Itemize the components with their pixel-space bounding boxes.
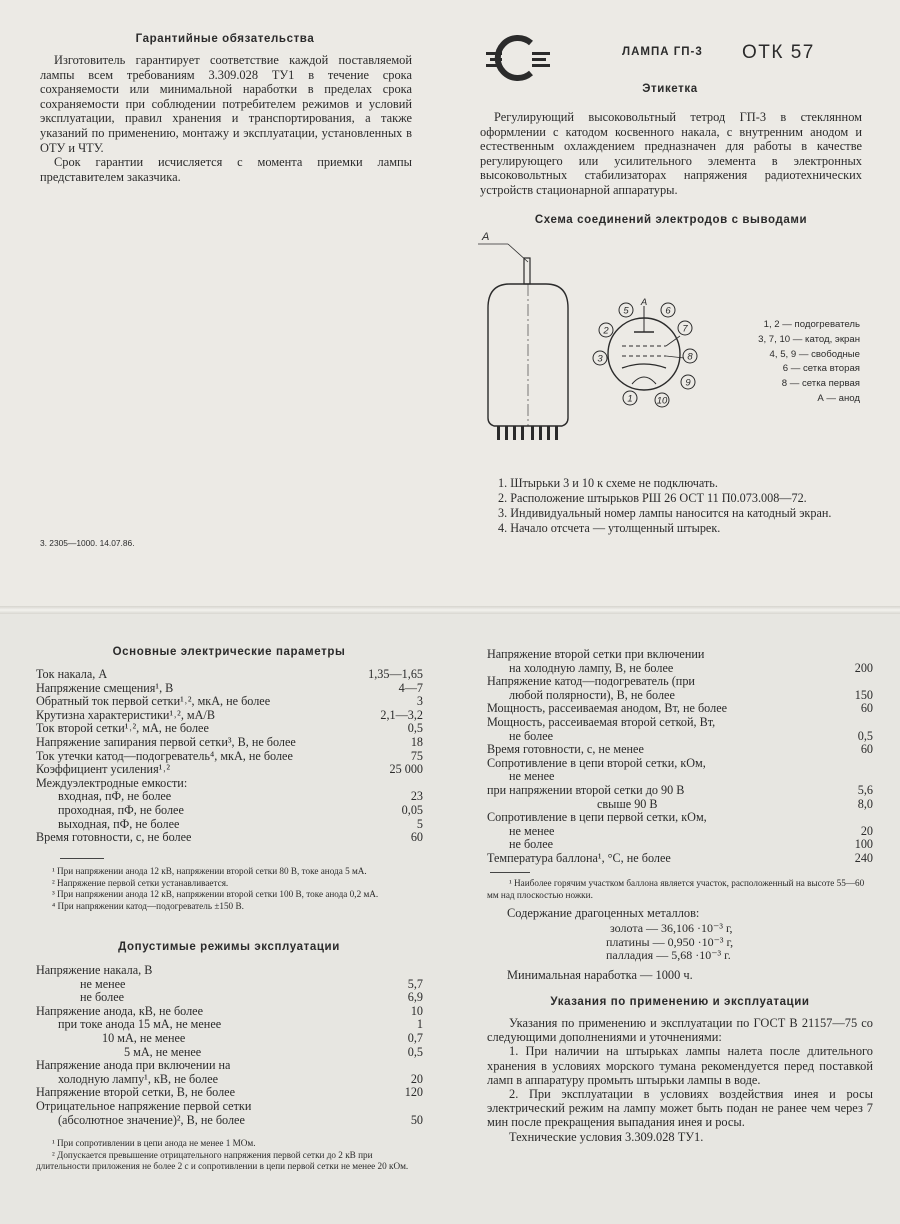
param-value: 25 000 bbox=[389, 762, 423, 777]
param-value: 1 bbox=[416, 1017, 423, 1032]
warranty-title: Гарантийные обязательства bbox=[135, 33, 315, 45]
param-row bbox=[36, 978, 423, 992]
param-row bbox=[36, 709, 423, 723]
param-value: 120 bbox=[404, 1085, 423, 1100]
param-label: проходная, пФ, не более bbox=[58, 803, 184, 817]
param-row bbox=[36, 682, 423, 696]
electrical-footnotes bbox=[36, 866, 423, 912]
pin-10-label: 10 bbox=[656, 395, 668, 407]
pin-1-label: 1 bbox=[627, 393, 633, 405]
pin-legend bbox=[700, 318, 860, 407]
footnote: ⁴ При напряжении катод—подогреватель ±150 В. bbox=[52, 900, 244, 911]
scheme-notes bbox=[478, 476, 864, 536]
param-value: 18 bbox=[410, 734, 423, 749]
param-row bbox=[487, 838, 873, 852]
metal-gold: золота — 36,106 ·10⁻³ г, bbox=[610, 921, 733, 935]
param-value: 1,35—1,65 bbox=[368, 667, 423, 681]
param-value: 20 bbox=[410, 1071, 423, 1086]
pin-3-label: 3 bbox=[597, 353, 603, 365]
param-row bbox=[36, 1018, 423, 1032]
param-row bbox=[36, 1086, 423, 1100]
param-value bbox=[867, 811, 873, 825]
param-row bbox=[487, 798, 873, 812]
param-label: Температура баллона¹, °С, не более bbox=[487, 851, 671, 865]
factory-logo-icon bbox=[484, 30, 554, 86]
right-params bbox=[487, 648, 873, 866]
param-value bbox=[867, 648, 873, 662]
param-label: Напряжение накала, В bbox=[36, 964, 153, 977]
param-row bbox=[36, 790, 423, 804]
tech-conditions: Технические условия 3.309.028 ТУ1. bbox=[509, 1129, 704, 1144]
electrical-title: Основные электрические параметры bbox=[112, 646, 346, 658]
param-row bbox=[36, 777, 423, 791]
param-row bbox=[487, 675, 873, 689]
param-value: 5,6 bbox=[857, 782, 873, 797]
param-value: 5 bbox=[416, 816, 423, 831]
param-label: не более bbox=[80, 991, 125, 1005]
param-row bbox=[36, 668, 423, 682]
param-value: 3 bbox=[416, 694, 423, 709]
param-label: Время готовности, с, не менее bbox=[487, 743, 644, 757]
param-value bbox=[867, 716, 873, 730]
param-label: свыше 90 В bbox=[597, 797, 658, 811]
param-row bbox=[36, 1032, 423, 1046]
temperature-footnote: ¹ Наиболее горячим участком баллона является участок, расположенный на высоте 55—60 мм над плоскостью ножки. bbox=[487, 878, 865, 900]
param-value: 75 bbox=[410, 748, 423, 763]
metal-palladium: палладия — 5,68 ·10⁻³ г. bbox=[606, 948, 731, 962]
param-label: Сопротивление в цепи первой сетки, кОм, bbox=[487, 811, 707, 825]
param-value: 2,1—3,2 bbox=[380, 707, 423, 722]
param-row bbox=[487, 648, 873, 662]
pin-7-label: 7 bbox=[682, 323, 688, 335]
param-value bbox=[417, 1100, 423, 1114]
min-lifetime: Минимальная наработка — 1000 ч. bbox=[507, 968, 693, 982]
param-value: 60 bbox=[410, 830, 423, 845]
param-row bbox=[36, 763, 423, 777]
electrical-params bbox=[36, 668, 423, 845]
param-label: Коэффициент усиления¹˒² bbox=[36, 763, 171, 777]
pin-8-label: 8 bbox=[687, 351, 693, 363]
tube-drawing bbox=[470, 228, 600, 458]
param-value: 0,5 bbox=[407, 721, 423, 736]
modes-params bbox=[36, 964, 423, 1127]
pin-anode-label: А bbox=[640, 297, 648, 308]
metal-platinum: платины — 0,950 ·10⁻³ г, bbox=[606, 934, 734, 949]
param-row bbox=[487, 702, 873, 716]
footnote: ¹ При сопротивлении в цепи анода не менее 1 МОм. bbox=[52, 1138, 256, 1148]
param-label: холодную лампу¹, кВ, не более bbox=[58, 1072, 219, 1086]
usage-text bbox=[487, 1016, 873, 1144]
param-label: Ток накала, А bbox=[36, 668, 108, 681]
param-label: Обратный ток первой сетки¹˒², мкА, не более bbox=[36, 695, 271, 709]
param-value bbox=[417, 777, 423, 791]
legend-item: 4, 5, 9 — свободные bbox=[769, 348, 860, 360]
param-label: выходная, пФ, не более bbox=[58, 817, 180, 831]
param-value bbox=[867, 770, 873, 784]
param-label: Отрицательное напряжение первой сетки bbox=[36, 1099, 252, 1113]
param-label: 5 мА, не менее bbox=[124, 1045, 202, 1059]
param-row bbox=[487, 825, 873, 839]
param-label: Крутизна характеристики¹˒², мА/В bbox=[36, 708, 215, 722]
param-value: 6,9 bbox=[407, 990, 423, 1005]
param-row bbox=[36, 1046, 423, 1060]
footnote: ² Допускается превышение отрицательного напряжения первой сетки до 2 кВ при длительности приложения не более 2 с и сопротивлении в цепи первой сетки не менее 20 кОм. bbox=[36, 1149, 409, 1172]
param-label: при напряжении второй сетки до 90 В bbox=[487, 783, 685, 797]
param-row bbox=[36, 818, 423, 832]
param-value: 50 bbox=[410, 1112, 423, 1127]
param-value bbox=[417, 1059, 423, 1073]
param-value: 8,0 bbox=[857, 796, 873, 811]
param-label: любой полярности), В, не более bbox=[509, 688, 675, 702]
legend-item: 3, 7, 10 — катод, экран bbox=[758, 333, 860, 345]
param-label: на холодную лампу, В, не более bbox=[509, 661, 674, 675]
usage-item-1: 1. При наличии на штырьках лампы налета после длительного хранения в условиях морского тумана рекомендуется перед поставкой ламп в аппаратуру промыть штырьки лампы в воде. bbox=[487, 1044, 873, 1087]
param-value: 100 bbox=[854, 837, 873, 852]
legend-item: 8 — сетка первая bbox=[781, 378, 860, 390]
pin-9-label: 9 bbox=[685, 377, 691, 389]
param-label: (абсолютное значение)², В, не более bbox=[58, 1113, 245, 1127]
param-label: входная, пФ, не более bbox=[58, 790, 172, 804]
pin-5-label: 5 bbox=[623, 305, 629, 317]
param-row bbox=[487, 811, 873, 825]
pin-diagram bbox=[588, 296, 700, 414]
param-label: Ток утечки катод—подогреватель⁴, мкА, не более bbox=[36, 749, 293, 763]
pin-2-label: 2 bbox=[603, 325, 609, 337]
param-value: 150 bbox=[854, 687, 873, 702]
param-value: 0,7 bbox=[407, 1030, 423, 1045]
param-row bbox=[36, 831, 423, 845]
param-row bbox=[487, 743, 873, 757]
param-label: Напряжение второй сетки при включении bbox=[487, 648, 705, 661]
warranty-paragraph-1: Изготовитель гарантирует соответствие каждой поставляемой лампы всем требованиям 3.309.028 ТУ1 в течение срока сохраняемости или минимальной наработки в пределах срока сохраняемости при соблюдении потребителем режимов и условий эксплуатации, правил хранения и транспортирования, а также указаний по применению, монтажу и эксплуатации, установленных в ОТУ и ЧТУ. bbox=[40, 53, 412, 155]
param-label: Междуэлектродные емкости: bbox=[36, 776, 188, 790]
param-value: 0,5 bbox=[407, 1044, 423, 1059]
note-3: 3. Индивидуальный номер лампы наносится на катодный экран. bbox=[498, 506, 832, 520]
param-label: Мощность, рассеиваемая второй сеткой, Вт, bbox=[487, 715, 716, 729]
description-text bbox=[480, 110, 862, 198]
param-label: не более bbox=[509, 838, 554, 852]
param-value: 20 bbox=[860, 823, 873, 838]
metals-title: Содержание драгоценных металлов: bbox=[507, 906, 700, 920]
description: Регулирующий высоковольтный тетрод ГП-3 в стеклянном оформлении с катодом косвенного накала, с внутренним анодом и естественным охлаждением предназначен для работы в качестве регулирующего или усилительного элемента в электронных высоковольтных стабилизаторах напряжения радиотехнических устройств стационарной аппаратуры. bbox=[480, 110, 862, 197]
param-value: 23 bbox=[410, 789, 423, 804]
param-label: Напряжение второй сетки, В, не более bbox=[36, 1086, 235, 1100]
fold-line bbox=[0, 606, 900, 614]
param-row bbox=[36, 722, 423, 736]
usage-intro: Указания по применению и эксплуатации по ГОСТ В 21157—75 со следующими дополнениями и уточнениями: bbox=[487, 1016, 873, 1045]
footnote-rule bbox=[60, 858, 104, 859]
otk-stamp: ОТК 57 bbox=[742, 42, 815, 63]
anode-letter: А bbox=[482, 231, 490, 243]
param-row bbox=[36, 964, 423, 978]
param-label: Мощность, рассеиваемая анодом, Вт, не более bbox=[487, 702, 728, 716]
param-label: Напряжение запирания первой сетки³, В, не более bbox=[36, 735, 296, 749]
note-1: 1. Штырьки 3 и 10 к схеме не подключать. bbox=[498, 476, 718, 490]
param-value: 240 bbox=[854, 850, 873, 865]
modes-title: Допустимые режимы эксплуатации bbox=[118, 941, 340, 953]
param-row bbox=[487, 784, 873, 798]
warranty-text bbox=[40, 53, 412, 184]
param-value bbox=[867, 675, 873, 689]
usage-title: Указания по применению и эксплуатации bbox=[550, 996, 810, 1008]
legend-item: 6 — сетка вторая bbox=[782, 363, 860, 375]
param-value: 5,7 bbox=[407, 976, 423, 991]
param-label: Напряжение смещения¹, В bbox=[36, 681, 174, 695]
param-row bbox=[487, 716, 873, 730]
warranty-paragraph-2: Срок гарантии исчисляется с момента приемки лампы представителем заказчика. bbox=[40, 155, 412, 184]
param-row bbox=[36, 750, 423, 764]
label-title: Этикетка bbox=[642, 83, 698, 95]
param-label: не менее bbox=[80, 977, 126, 991]
param-label: не менее bbox=[509, 770, 555, 784]
param-label: 10 мА, не менее bbox=[102, 1031, 186, 1045]
param-label: Напряжение анода, кВ, не более bbox=[36, 1004, 203, 1018]
param-row bbox=[36, 1114, 423, 1128]
param-value: 60 bbox=[860, 742, 873, 757]
lamp-title: ЛАМПА ГП-3 bbox=[622, 46, 703, 58]
footnote-rule bbox=[490, 872, 530, 873]
param-label: Ток второй сетки¹˒², мА, не более bbox=[36, 722, 209, 736]
footnote: ¹ При напряжении анода 12 кВ, напряжении второй сетки 80 В, токе анода 5 мА. bbox=[52, 866, 367, 876]
param-value: 200 bbox=[854, 660, 873, 675]
param-label: Время готовности, с, не более bbox=[36, 831, 192, 845]
param-value bbox=[417, 964, 423, 978]
usage-item-2: 2. При эксплуатации в условиях воздействия инея и росы электрический режим на лампу может быть подан не ранее чем через 7 мин после прекращения выпадания инея и росы. bbox=[487, 1087, 873, 1130]
param-row bbox=[36, 1100, 423, 1114]
param-row bbox=[36, 1073, 423, 1087]
scheme-title: Схема соединений электродов с выводами bbox=[534, 214, 808, 226]
param-row bbox=[36, 804, 423, 818]
param-value: 60 bbox=[860, 701, 873, 716]
param-label: не более bbox=[509, 729, 554, 743]
param-row bbox=[487, 689, 873, 703]
param-value: 4—7 bbox=[398, 680, 423, 695]
footnote: ³ При напряжении анода 12 кВ, напряжении второй сетки 100 В, токе анода 0,2 мА. bbox=[52, 889, 379, 900]
footnote: ² Напряжение первой сетки устанавливается. bbox=[52, 877, 229, 888]
param-row bbox=[36, 991, 423, 1005]
param-row bbox=[36, 736, 423, 750]
note-4: 4. Начало отсчета — утолщенный штырек. bbox=[498, 521, 721, 535]
param-value: 0,5 bbox=[857, 728, 873, 743]
legend-item: 1, 2 — подогреватель bbox=[763, 319, 860, 330]
param-value: 0,05 bbox=[401, 802, 423, 817]
param-label: Напряжение катод—подогреватель (при bbox=[487, 675, 695, 689]
param-label: не менее bbox=[509, 824, 555, 838]
param-row bbox=[36, 1059, 423, 1073]
metals-list bbox=[606, 922, 733, 963]
param-value bbox=[867, 757, 873, 771]
param-row bbox=[487, 770, 873, 784]
param-row bbox=[487, 852, 873, 866]
param-label: Напряжение анода при включении на bbox=[36, 1059, 231, 1073]
param-row bbox=[36, 1005, 423, 1019]
param-label: Сопротивление в цепи второй сетки, кОм, bbox=[487, 756, 706, 770]
print-code: 3. 2305—1000. 14.07.86. bbox=[40, 538, 135, 548]
legend-item: А — анод bbox=[817, 392, 860, 404]
param-row bbox=[36, 695, 423, 709]
param-value: 10 bbox=[410, 1003, 423, 1018]
param-row bbox=[487, 730, 873, 744]
note-2: 2. Расположение штырьков РШ 26 ОСТ 11 П0.073.008—72. bbox=[498, 491, 807, 505]
param-row bbox=[487, 757, 873, 771]
param-label: при токе анода 15 мА, не менее bbox=[58, 1018, 222, 1032]
pin-6-label: 6 bbox=[665, 305, 671, 317]
param-row bbox=[487, 662, 873, 676]
modes-footnotes bbox=[36, 1138, 423, 1173]
